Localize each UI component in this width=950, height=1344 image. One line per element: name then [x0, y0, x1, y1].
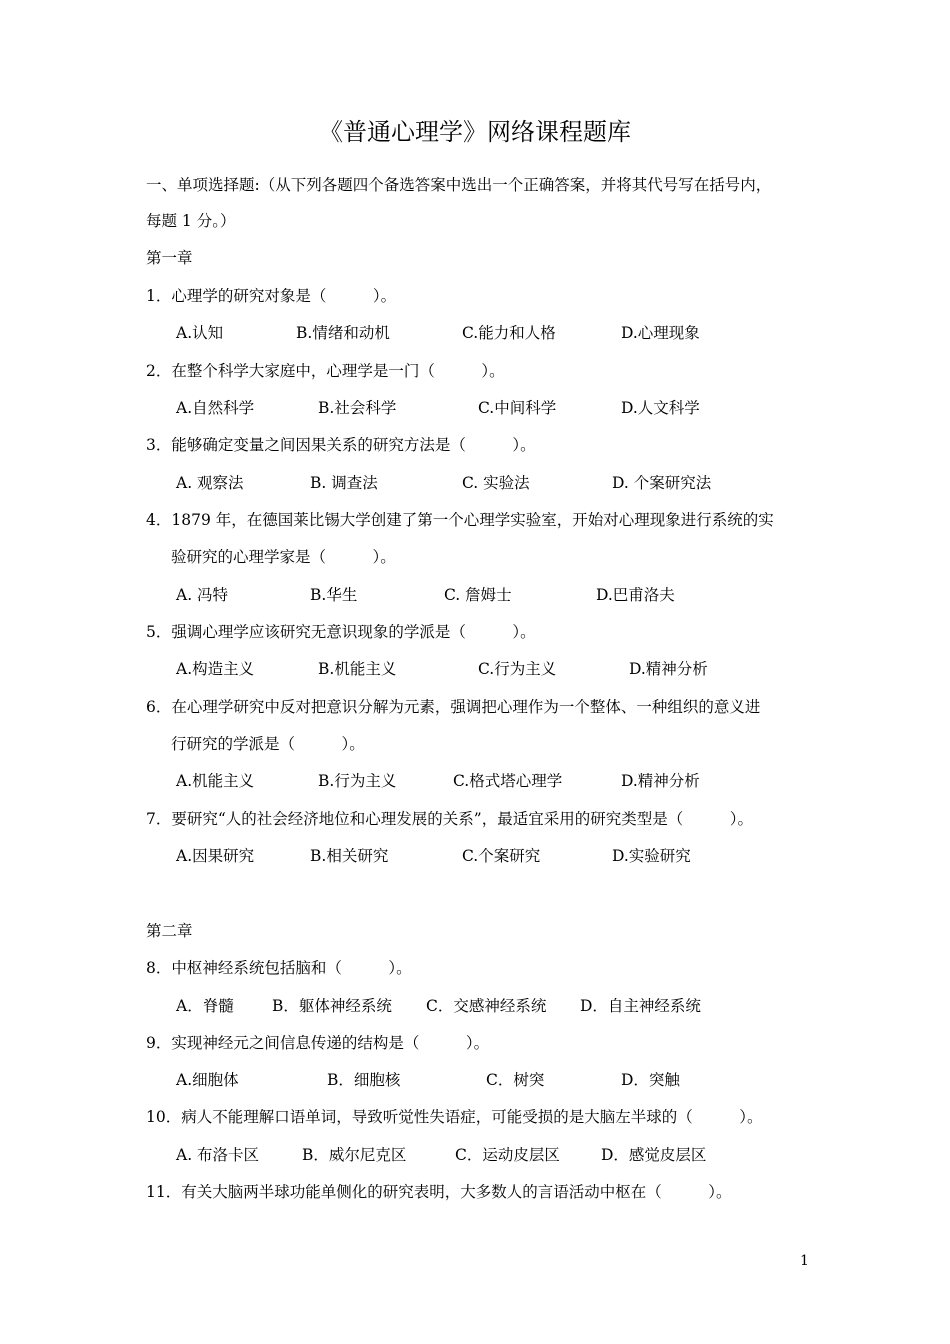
option-c: C. 詹姆士: [444, 586, 512, 604]
option-a: A．脊髓: [176, 997, 234, 1015]
option-a: A.机能主义: [176, 772, 255, 790]
question-8: 8．中枢神经系统包括脑和（ ）。: [146, 959, 412, 977]
option-d: D．感觉皮层区: [601, 1146, 707, 1164]
option-b: B.社会科学: [318, 399, 397, 417]
option-a: A.认知: [176, 324, 224, 342]
question-7: 7．要研究“人的社会经济地位和心理发展的关系”，最适宜采用的研究类型是（ ）。: [146, 810, 753, 828]
option-b: B．威尔尼克区: [302, 1146, 407, 1164]
option-a: A.细胞体: [176, 1071, 239, 1089]
question-10: 10．病人不能理解口语单词，导致听觉性失语症，可能受损的是大脑左半球的（ ）。: [146, 1108, 763, 1126]
question-11: 11．有关大脑两半球功能单侧化的研究表明，大多数人的言语活动中枢在（ ）。: [146, 1183, 732, 1201]
option-b: B．细胞核: [327, 1071, 401, 1089]
question-5-options: [0, 658, 950, 680]
question-10-options: [0, 1144, 950, 1166]
option-d: D.精神分析: [629, 660, 708, 678]
question-1: 1．心理学的研究对象是（ ）。: [146, 287, 397, 305]
page-number: 1: [800, 1253, 809, 1269]
option-d: D．自主神经系统: [580, 997, 701, 1015]
option-d: D.实验研究: [612, 847, 691, 865]
question-2-options: [0, 397, 950, 419]
option-a: A.自然科学: [176, 399, 255, 417]
chapter-heading-1: 第一章: [146, 249, 193, 267]
question-6-line-1: 6．在心理学研究中反对把意识分解为元素，强调把心理作为一个整体、一种组织的意义进: [146, 698, 761, 716]
option-c: C. 实验法: [462, 474, 530, 492]
question-7-options: [0, 845, 950, 867]
question-4-options: [0, 584, 950, 606]
option-a: A. 观察法: [176, 474, 244, 492]
question-4-line-1: 4．1879 年，在德国莱比锡大学创建了第一个心理学实验室，开始对心理现象进行系统的实: [146, 511, 774, 529]
option-d: D.巴甫洛夫: [596, 586, 675, 604]
option-b: B.机能主义: [318, 660, 397, 678]
question-6-options: [0, 770, 950, 792]
option-d: D.心理现象: [621, 324, 700, 342]
option-a: A. 冯特: [176, 586, 229, 604]
option-b: B. 调查法: [310, 474, 378, 492]
question-2: 2．在整个科学大家庭中，心理学是一门（ ）。: [146, 362, 505, 380]
option-d: D.精神分析: [621, 772, 700, 790]
question-1-options: [0, 322, 950, 344]
option-a: A.因果研究: [176, 847, 255, 865]
option-d: D．突触: [621, 1071, 680, 1089]
option-c: C.能力和人格: [462, 324, 556, 342]
chapter-heading-2: 第二章: [146, 922, 193, 940]
option-b: B.情绪和动机: [296, 324, 390, 342]
option-d: D.人文科学: [621, 399, 700, 417]
option-b: B.行为主义: [318, 772, 397, 790]
option-c: C.中间科学: [478, 399, 557, 417]
section-instructions-line-1: 一、单项选择题:（从下列各题四个备选答案中选出一个正确答案，并将其代号写在括号内，: [146, 176, 772, 194]
option-c: C.格式塔心理学: [453, 772, 563, 790]
question-4-line-2: 验研究的心理学家是（ ）。: [171, 548, 396, 566]
option-c: C．运动皮层区: [455, 1146, 560, 1164]
question-8-options: [0, 995, 950, 1017]
option-c: C．交感神经系统: [426, 997, 547, 1015]
option-a: A. 布洛卡区: [176, 1146, 260, 1164]
question-5: 5．强调心理学应该研究无意识现象的学派是（ ）。: [146, 623, 536, 641]
option-c: C．树突: [486, 1071, 545, 1089]
option-c: C.行为主义: [478, 660, 557, 678]
section-instructions-line-2: 每题 1 分。）: [146, 212, 236, 230]
question-3-options: [0, 472, 950, 494]
question-3: 3．能够确定变量之间因果关系的研究方法是（ ）。: [146, 436, 536, 454]
question-9-options: [0, 1069, 950, 1091]
option-b: B.相关研究: [310, 847, 389, 865]
option-d: D. 个案研究法: [612, 474, 712, 492]
question-9: 9．实现神经元之间信息传递的结构是（ ）。: [146, 1034, 490, 1052]
question-6-line-2: 行研究的学派是（ ）。: [171, 735, 365, 753]
page-title: 《普通心理学》网络课程题库: [319, 118, 631, 146]
option-b: B.华生: [310, 586, 358, 604]
option-c: C.个案研究: [462, 847, 541, 865]
option-a: A.构造主义: [176, 660, 255, 678]
option-b: B．躯体神经系统: [272, 997, 392, 1015]
